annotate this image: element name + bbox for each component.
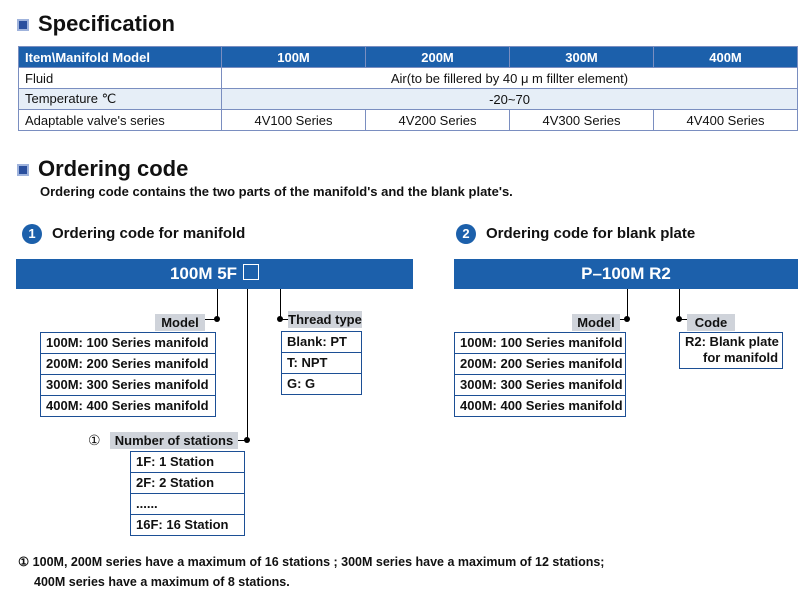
- list-item: 100M: 100 Series manifold: [455, 333, 625, 354]
- connector-line: [679, 289, 680, 319]
- connector-line: [238, 440, 247, 441]
- code-tag: Code: [687, 314, 735, 331]
- manifold-code-bar: [16, 259, 413, 289]
- manifold-code: 100M 5F: [169, 264, 238, 283]
- model-options-box: [40, 332, 216, 417]
- spec-header-cell: 300M: [510, 47, 654, 68]
- list-item: 400M: 400 Series manifold: [46, 398, 209, 413]
- thread-options-box: [281, 331, 362, 395]
- list-item: 400M: 400 Series manifold: [460, 398, 623, 413]
- list-item: T: NPT: [282, 353, 361, 374]
- list-item: 100M: 100 Series manifold: [41, 333, 215, 354]
- connector-line: [679, 319, 687, 320]
- blank-model-options-box: [454, 332, 626, 417]
- connector-line: [217, 289, 218, 319]
- spec-value: 4V400 Series: [654, 110, 798, 131]
- spec-value: Air(to be fillered by 40 μ m fillter element): [222, 68, 798, 89]
- spec-header-cell: 100M: [222, 47, 366, 68]
- footnote-line-2: 400M series have a maximum of 8 stations.: [34, 575, 290, 589]
- list-item: 1F: 1 Station: [131, 452, 244, 473]
- step-number-badge: 1: [22, 224, 42, 244]
- spec-row-fluid: [19, 68, 798, 89]
- list-item: ......: [131, 494, 244, 515]
- spec-row-temperature: [19, 89, 798, 110]
- code-options-box: [679, 332, 783, 369]
- connector-line: [280, 319, 288, 320]
- spec-value: 4V300 Series: [510, 110, 654, 131]
- step-number-badge: 2: [456, 224, 476, 244]
- blank-plate-section-title: Ordering code for blank plate: [486, 225, 696, 242]
- connector-line: [619, 319, 627, 320]
- spec-header-row: [19, 47, 798, 68]
- list-item: 300M: 300 Series manifold: [455, 375, 625, 396]
- ordering-description: Ordering code contains the two parts of the manifold's and the blank plate's.: [40, 184, 513, 199]
- list-item: 300M: 300 Series manifold: [41, 375, 215, 396]
- connector-line: [247, 289, 248, 441]
- spec-value: -20~70: [222, 89, 798, 110]
- model-tag: Model: [155, 314, 205, 331]
- spec-label: Fluid: [19, 68, 222, 89]
- section-icon: [17, 19, 29, 31]
- connector-line: [280, 289, 281, 319]
- list-item: 16F: 16 Station: [136, 517, 229, 532]
- spec-value: 4V100 Series: [222, 110, 366, 131]
- model-tag: Model: [572, 314, 620, 331]
- connector-line: [205, 319, 217, 320]
- specification-title: Specification: [38, 11, 175, 36]
- blank-plate-code: P–100M R2: [581, 264, 671, 283]
- spec-value: 4V200 Series: [366, 110, 510, 131]
- spec-header-cell: 200M: [366, 47, 510, 68]
- connector-line: [627, 289, 628, 319]
- ordering-title: Ordering code: [38, 156, 189, 181]
- manifold-section-title: Ordering code for manifold: [52, 225, 246, 242]
- list-item: 200M: 200 Series manifold: [455, 354, 625, 375]
- number-of-stations-tag: Number of stations: [110, 432, 238, 449]
- stations-options-box: [130, 451, 245, 536]
- spec-label: Temperature ℃: [19, 89, 222, 110]
- specification-table: [18, 46, 798, 131]
- section-icon: [17, 164, 29, 176]
- spec-label: Adaptable valve's series: [19, 110, 222, 131]
- spec-row-valves: [19, 110, 798, 131]
- list-item: 200M: 200 Series manifold: [41, 354, 215, 375]
- list-item: G: G: [287, 376, 316, 391]
- list-item: Blank: PT: [282, 332, 361, 353]
- list-item: for manifold: [703, 350, 779, 365]
- list-item: 2F: 2 Station: [131, 473, 244, 494]
- stations-note-mark: ①: [88, 432, 101, 448]
- placeholder-square-icon: [243, 264, 259, 280]
- spec-header-cell: Item\Manifold Model: [19, 47, 222, 68]
- footnote-line-1: ① 100M, 200M series have a maximum of 16 stations ; 300M series have a maximum of 12 stations;: [18, 555, 605, 569]
- thread-type-tag: Thread type: [288, 312, 362, 327]
- spec-header-cell: 400M: [654, 47, 798, 68]
- list-item: R2: Blank plate: [685, 334, 779, 349]
- blank-plate-code-bar: [454, 259, 798, 289]
